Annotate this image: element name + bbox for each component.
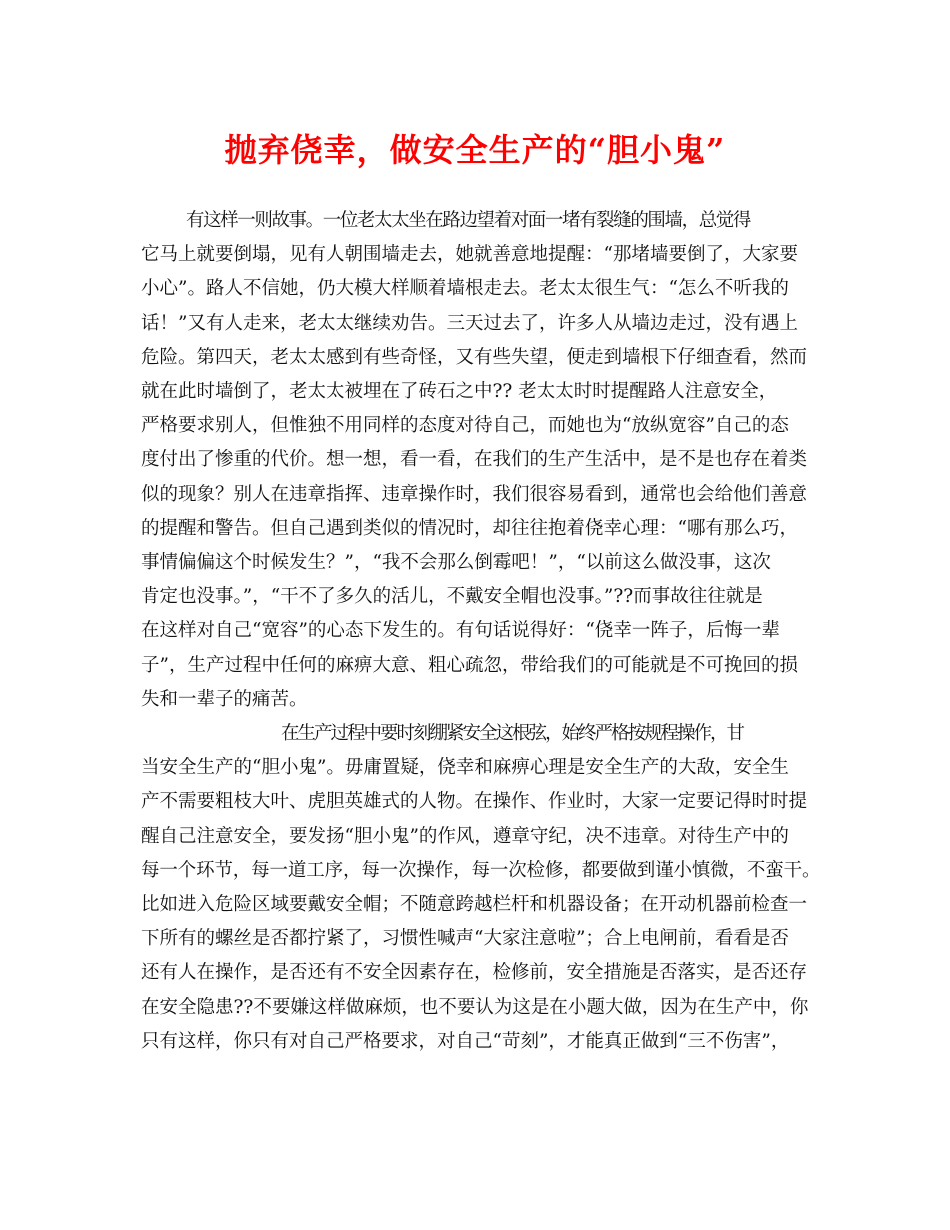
paragraph-line: 比如进入危险区域要戴安全帽；不随意跨越栏杆和机器设备；在开动机器前检查一: [141, 894, 808, 915]
paragraph-line: 危险。第四天，老太太感到有些奇怪，又有些失望，便走到墙根下仔细查看，然而: [141, 347, 808, 368]
paragraph-line: 有这样一则故事。一位老太太坐在路边望着对面一堵有裂缝的围墙，总觉得: [186, 210, 750, 231]
paragraph-line: 严格要求别人，但惟独不用同样的态度对待自己，而她也为“放纵宽容”自己的态: [141, 415, 789, 436]
paragraph-line: 产不需要粗枝大叶、虎胆英雄式的人物。在操作、作业时，大家一定要记得时时提: [141, 791, 808, 812]
paragraph-line: 醒自己注意安全，要发扬“胆小鬼”的作风，遵章守纪，决不违章。对待生产中的: [141, 826, 789, 847]
paragraph-line: 当安全生产的“胆小鬼”。毋庸置疑，侥幸和麻痹心理是安全生产的大敌，安全生: [141, 757, 789, 778]
paragraph-line: 下所有的螺丝是否都拧紧了，习惯性喊声“大家注意啦”；合上电闸前，看看是否: [141, 928, 789, 949]
paragraph-line: 失和一辈子的痛苦。: [141, 689, 308, 710]
paragraph-line: 在这样对自己“宽容”的心态下发生的。有句话说得好：“侥幸一阵子，后悔一辈: [141, 620, 780, 641]
paragraph-line: 还有人在操作，是否还有不安全因素存在，检修前，安全措施是否落实，是否还存: [141, 962, 808, 983]
paragraph-line: 子”，生产过程中任何的麻痹大意、粗心疏忽，带给我们的可能就是不可挽回的损: [141, 655, 798, 676]
paragraph-line: 肯定也没事。”，“干不了多久的活儿，不戴安全帽也没事。”??而事故往往就是: [141, 586, 763, 607]
paragraph-line: 就在此时墙倒了，老太太被埋在了砖石之中?? 老太太时时提醒路人注意安全，: [141, 381, 778, 402]
paragraph-line: 话！”又有人走来，老太太继续劝告。三天过去了，许多人从墙边走过，没有遇上: [141, 313, 798, 334]
paragraph-line: 小心”。路人不信她，仍大模大样顺着墙根走去。老太太很生气：“怎么不听我的: [141, 278, 789, 299]
paragraph-line: 只有这样，你只有对自己严格要求，对自己“苛刻”，才能真正做到“三不伤害”，: [141, 1031, 790, 1052]
paragraph-line: 它马上就要倒塌，见有人朝围墙走去，她就善意地提醒：“那堵墙要倒了，大家要: [141, 244, 798, 265]
paragraph-line: 在生产过程中要时刻绷紧安全这根弦，始终严格按规程操作，甘: [281, 723, 744, 744]
document-title: 抛弃侥幸，做安全生产的“胆小鬼”: [224, 131, 726, 169]
paragraph-line: 似的现象？别人在违章指挥、违章操作时，我们很容易看到，通常也会给他们善意: [141, 484, 808, 505]
paragraph-line: 事情偏偏这个时候发生？”，“我不会那么倒霉吧！”，“以前这么做没事，这次: [141, 552, 771, 573]
paragraph-line: 在安全隐患??不要嫌这样做麻烦，也不要认为这是在小题大做，因为在生产中，你: [141, 997, 809, 1018]
paragraph-line: 的提醒和警告。但自己遇到类似的情况时，却往往抱着侥幸心理：“哪有那么巧，: [141, 518, 798, 539]
paragraph-line: 度付出了惨重的代价。想一想，看一看，在我们的生产生活中，是不是也存在着类: [141, 449, 808, 470]
paragraph-line: 每一个环节，每一道工序，每一次操作，每一次检修，都要做到谨小慎微，不蛮干。: [141, 860, 821, 881]
